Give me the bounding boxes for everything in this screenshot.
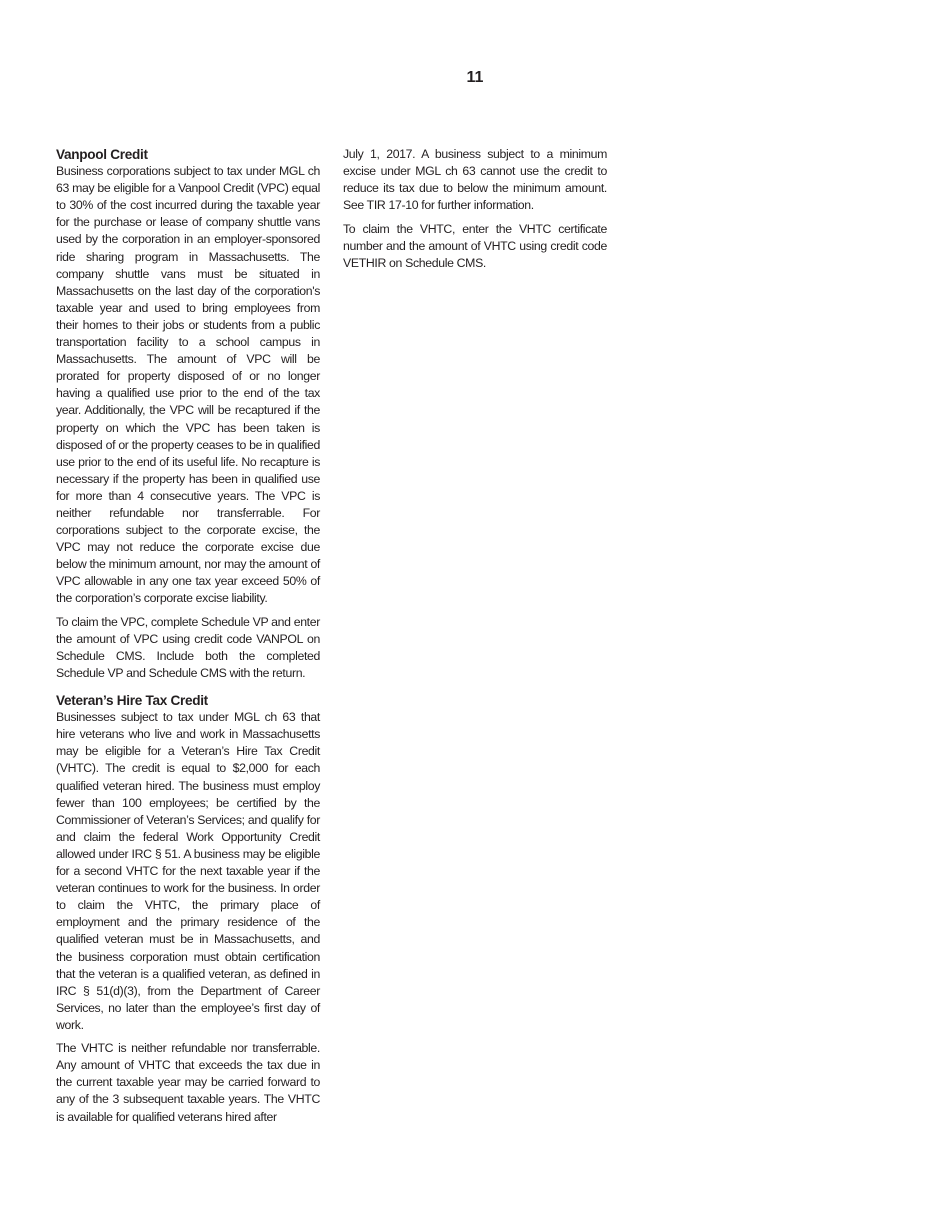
page-number: 11 [466, 69, 484, 86]
vanpool-credit-heading: Vanpool Credit [56, 147, 148, 162]
veterans-hire-tax-credit-paragraph-2: The VHTC is neither refundable nor transferrable. Any amount of VHTC that exceeds the tax due in the current taxable year may be carried forward to any of the 3 subsequent taxable years. The VHTC is available for qualified veterans hired after [56, 1041, 320, 1124]
vanpool-credit-section [56, 146, 320, 682]
vanpool-credit-paragraph-1: Business corporations subject to tax under MGL ch 63 may be eligible for a Vanpool Credit (VPC) equal to 30% of the cost incurred during the taxable year for the purchase or lease of company shuttle vans used by the corporation in an employer-sponsored ride sharing program in Massachusetts. The company shuttle vans must be situated in Massachusetts on the last day of the corporation's taxable year and used to bring employees from their homes to their jobs or students from a public transportation facility to a school campus in Massachusetts. The amount of VPC will be prorated for property disposed of or no longer having a qualified use prior to the end of the tax year. Additionally, the VPC will be recaptured if the property on which the VPC has been taken is disposed of or the property ceases to be in qualified use prior to the end of its useful life. No recapture is necessary if the property has been in qualified use for more than 4 consecutive years. The VPC is neither refundable nor transferrable. For corporations subject to the corporate excise, the VPC may not reduce the corporate excise due below the minimum amount, nor may the amount of VPC allowable in any one tax year exceed 50% of the corporation’s corporate excise liability. [56, 164, 320, 606]
left-column [56, 146, 320, 1132]
veterans-hire-tax-credit-heading: Veteran’s Hire Tax Credit [56, 693, 208, 709]
right-column [343, 146, 607, 278]
vanpool-credit-paragraph-2: To claim the VPC, complete Schedule VP and enter the amount of VPC using credit code VANPOL on Schedule CMS. Include both the completed Schedule VP and Schedule CMS with the return. [56, 614, 320, 680]
veterans-hire-tax-credit-paragraph-3: July 1, 2017. A business subject to a minimum excise under MGL ch 63 cannot use the credit to reduce its tax due to below the minimum amount. See TIR 17-10 for further information. [343, 147, 607, 213]
veterans-hire-tax-credit-paragraph-1: Businesses subject to tax under MGL ch 63 that hire veterans who live and work in Massachusetts may be eligible for a Veteran’s Hire Tax Credit (VHTC). The credit is equal to $2,000 for each qualified veteran hired. The business must employ fewer than 100 employees; be certified by the Commissioner of Veteran’s Services; and qualify for and claim the federal Work Opportunity Credit allowed under IRC § 51. A business may be eligible for a second VHTC for the next taxable year if the veteran continues to work for the business. In order to claim the VHTC, the primary place of employment and the primary residence of the qualified veteran must be in Massachusetts, and the business corporation must obtain certification that the veteran is a qualified veteran, as defined in IRC § 51(d)(3), from the Department of Career Services, no later than the employee’s first day of work. [56, 710, 320, 1032]
veterans-hire-tax-credit-section [56, 692, 320, 1126]
veterans-hire-tax-credit-paragraph-4: To claim the VHTC, enter the VHTC certificate number and the amount of VHTC using credit code VETHIR on Schedule CMS. [343, 221, 607, 270]
